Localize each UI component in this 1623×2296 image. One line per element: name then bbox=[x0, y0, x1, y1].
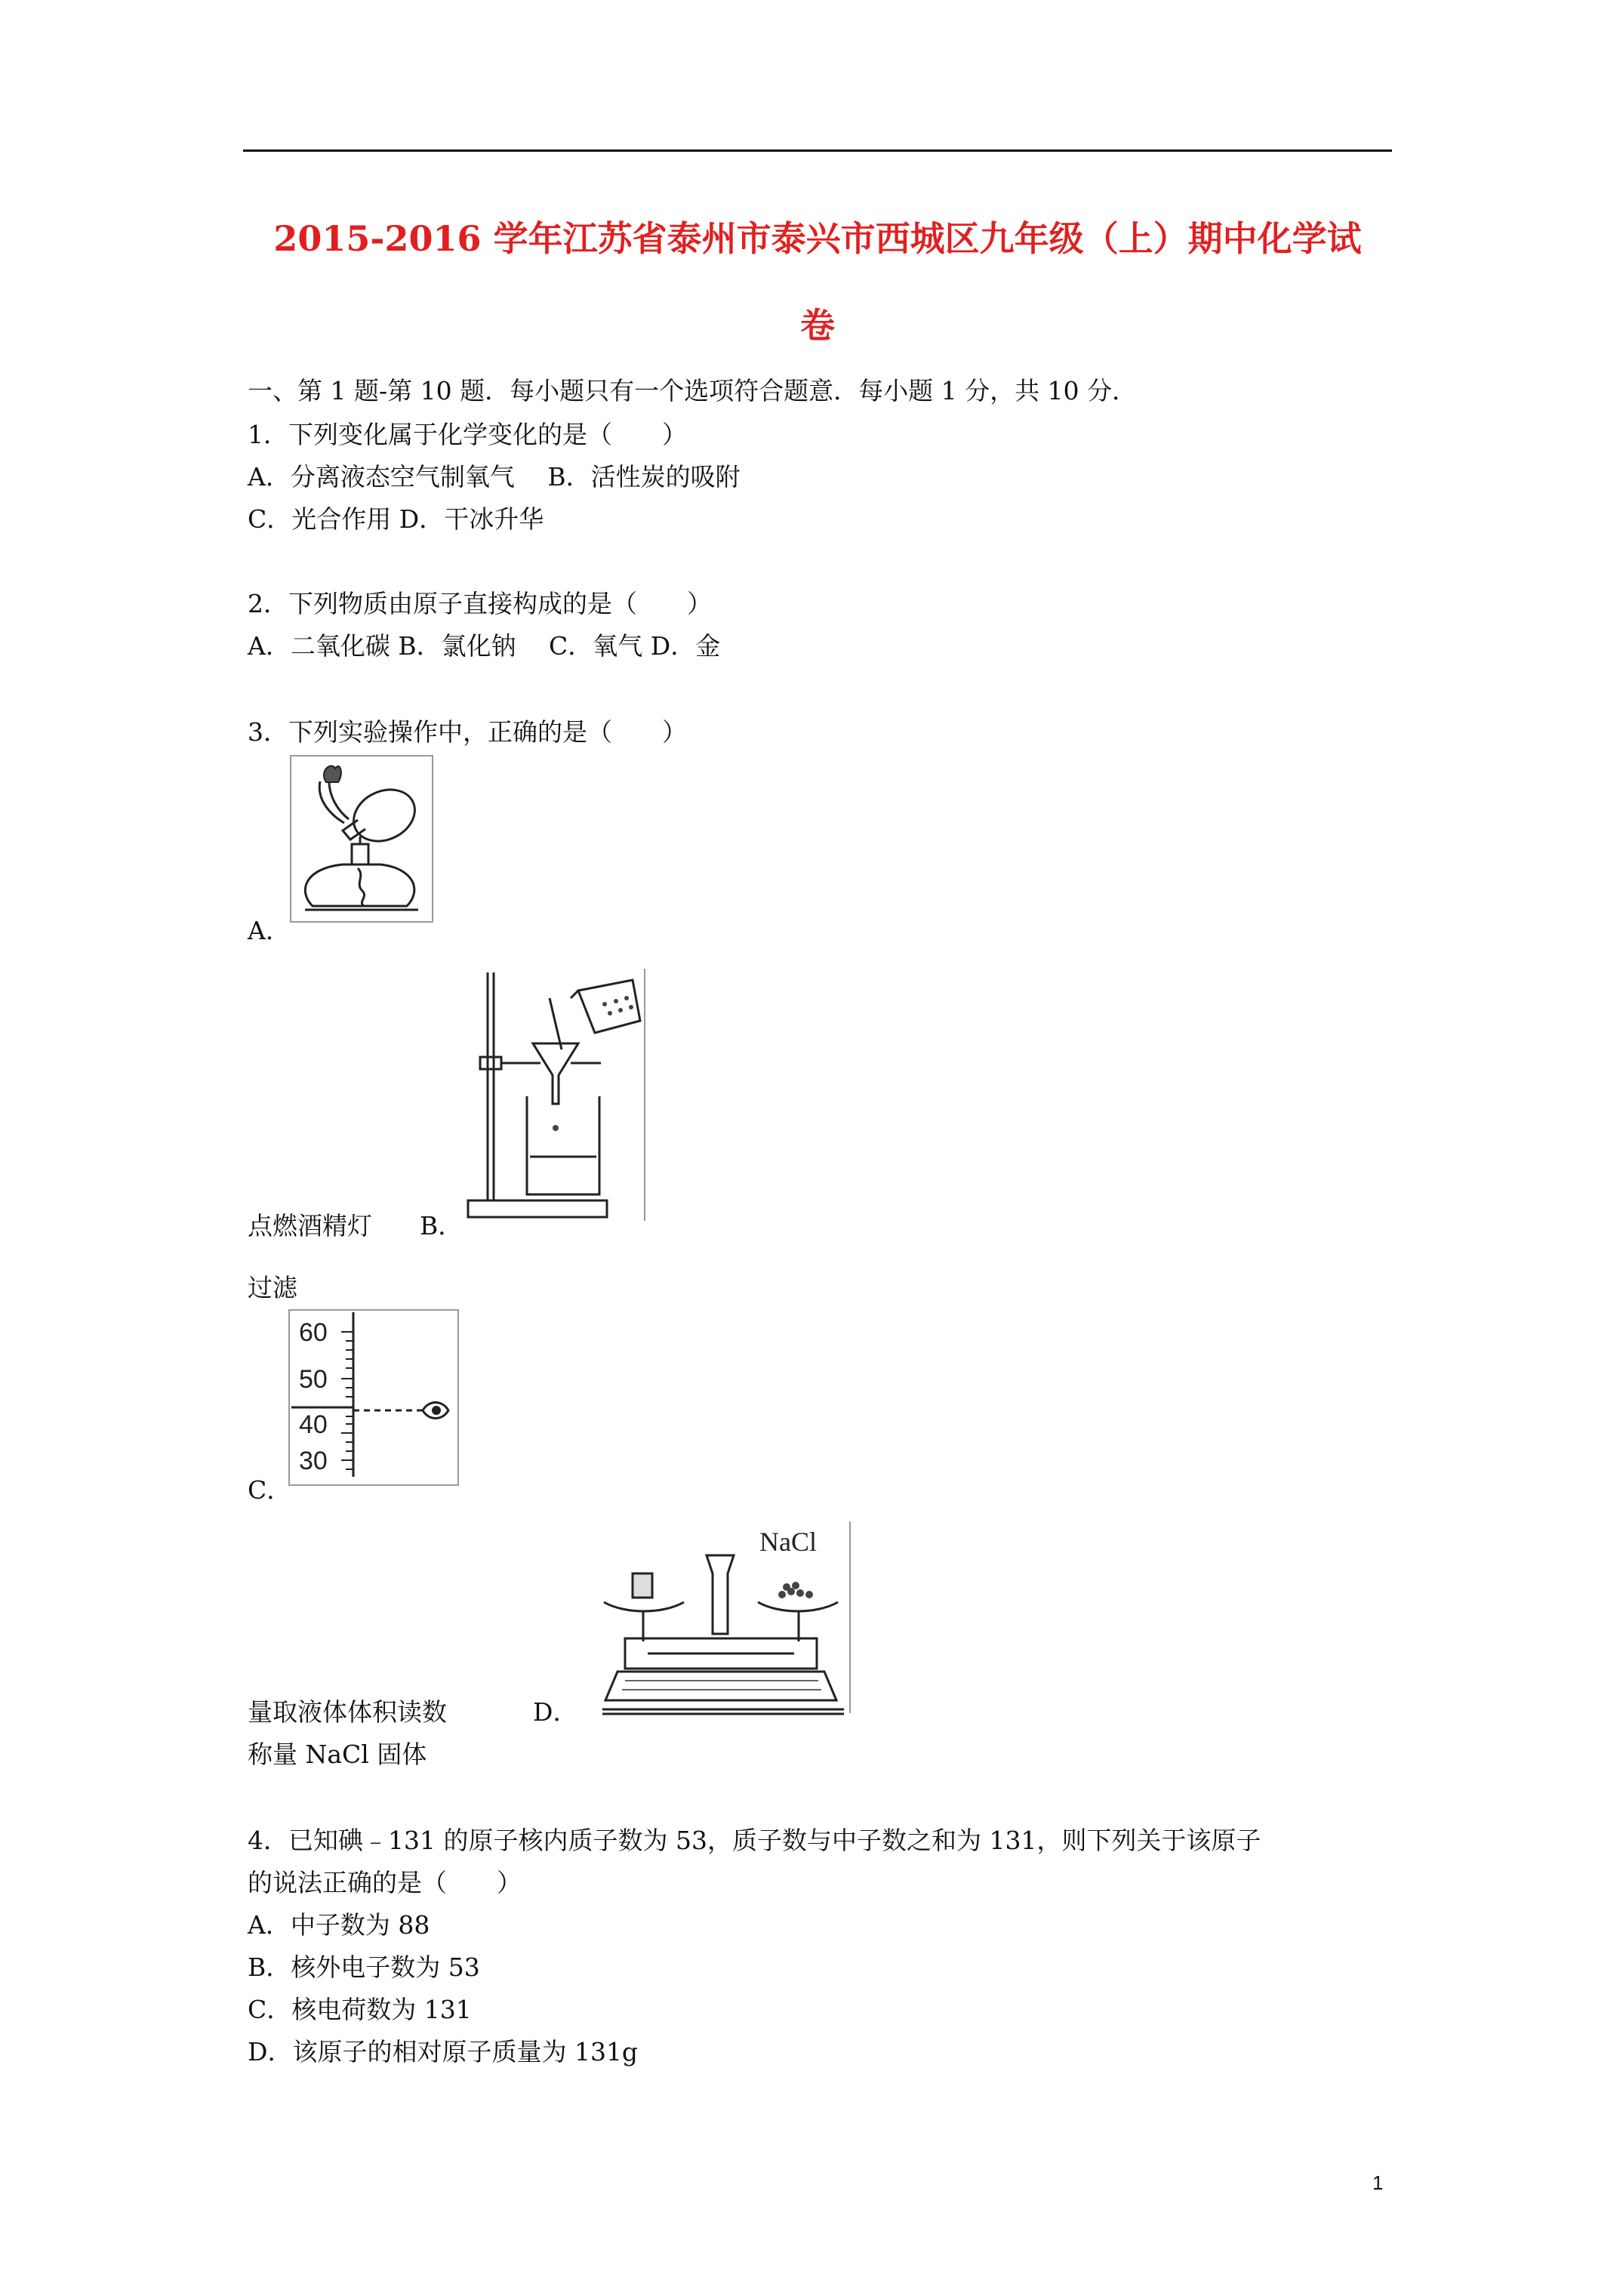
q3-b-label: B． bbox=[420, 1211, 463, 1240]
q1-options-ab: A．分离液态空气制氧气 B．活性炭的吸附 bbox=[248, 462, 741, 492]
page-title-line2: 卷 bbox=[800, 305, 835, 346]
q3-stem: 3．下列实验操作中，正确的是（ ） bbox=[248, 717, 687, 747]
figure-c-cylinder-reading bbox=[288, 1309, 459, 1486]
q3-d-caption: 称量 NaCl 固体 bbox=[248, 1740, 427, 1769]
q1-stem: 1．下列变化属于化学变化的是（ ） bbox=[248, 420, 687, 449]
cylinder-tick-40: 40 bbox=[299, 1410, 328, 1439]
q2-options: A．二氧化碳 B．氯化钠 C．氧气 D．金 bbox=[248, 631, 721, 661]
figure-d-balance bbox=[580, 1521, 852, 1726]
section-heading: 一、第 1 题-第 10 题．每小题只有一个选项符合题意．每小题 1 分，共 10 分． bbox=[248, 376, 1138, 405]
q4-option-c: C．核电荷数为 131 bbox=[248, 1995, 472, 2024]
q3-b-caption: 过滤 bbox=[248, 1273, 297, 1302]
q3-c-caption: 量取液体体积读数 bbox=[248, 1697, 447, 1727]
q4-stem-line1: 4．已知碘﹣131 的原子核内质子数为 53，质子数与中子数之和为 131，则下列关于该原子 bbox=[248, 1826, 1261, 1855]
q2-stem: 2．下列物质由原子直接构成的是（ ） bbox=[248, 589, 712, 618]
balance-nacl-label: NaCl bbox=[759, 1527, 817, 1557]
q3-a-label: A． bbox=[248, 916, 291, 945]
q4-option-a: A．中子数为 88 bbox=[248, 1910, 430, 1940]
header-rule bbox=[243, 149, 1392, 152]
page-title-line1: 2015-2016 学年江苏省泰州市泰兴市西城区九年级（上）期中化学试 bbox=[273, 218, 1362, 259]
q4-option-d: D．该原子的相对原子质量为 131g bbox=[248, 2037, 639, 2066]
q4-stem-line2: 的说法正确的是（ ） bbox=[248, 1868, 522, 1897]
q1-options-cd: C．光合作用 D．干冰升华 bbox=[248, 504, 544, 534]
eye-icon bbox=[423, 1403, 448, 1419]
cylinder-tick-30: 30 bbox=[299, 1447, 328, 1475]
cylinder-tick-60: 60 bbox=[299, 1318, 328, 1347]
cylinder-tick-50: 50 bbox=[299, 1365, 328, 1394]
q3-a-caption: 点燃酒精灯 bbox=[248, 1211, 372, 1240]
q3-d-label: D． bbox=[533, 1697, 578, 1727]
q4-option-b: B．核外电子数为 53 bbox=[248, 1952, 480, 1982]
page-number: 1 bbox=[1372, 2171, 1384, 2194]
figure-a-alcohol-lamp bbox=[290, 755, 433, 923]
figure-b-filtration bbox=[465, 968, 646, 1222]
q3-c-label: C． bbox=[248, 1475, 292, 1505]
